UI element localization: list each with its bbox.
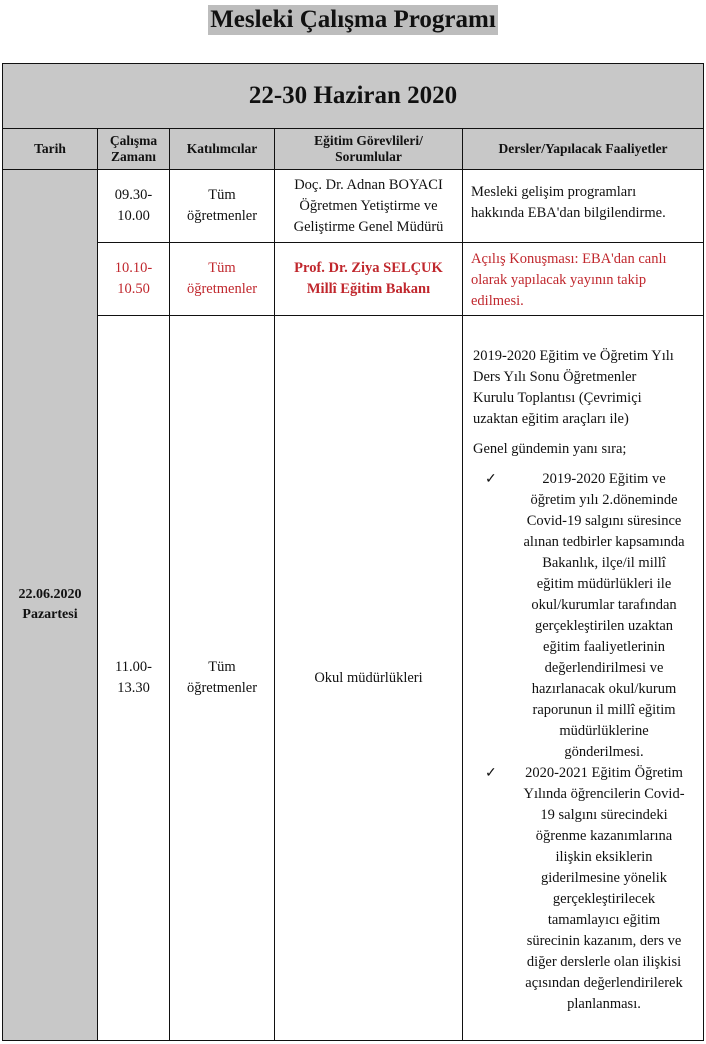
period-title: 22-30 Haziran 2020 [3, 64, 704, 129]
activity-line2: hakkında EBA'dan bilgilendirme. [471, 205, 666, 221]
document-title: Mesleki Çalışma Programı [210, 6, 496, 33]
header-row [3, 129, 704, 170]
item-line: 2019-2020 Eğitim ve [542, 471, 666, 487]
item-line: değerlendirilmesi ve [544, 660, 664, 676]
header-gorevliler [275, 129, 463, 170]
table-row [3, 170, 704, 243]
header-zaman-line2: Zamanı [110, 149, 156, 164]
officer-line1: Doç. Dr. Adnan BOYACI [294, 176, 443, 193]
header-gorevli-line2: Sorumlular [335, 149, 402, 164]
officer-line1: Prof. Dr. Ziya SELÇUK [294, 260, 443, 276]
item-line: giderilmesine yönelik [540, 870, 668, 886]
participants-line2: öğretmenler [186, 208, 258, 224]
item-line: raporunun il millî eğitim [532, 702, 676, 718]
date-cell [3, 170, 98, 1041]
item-line: öğrenme kazanımlarına [535, 828, 673, 844]
agenda-label: Genel gündemin yanı sıra; [473, 441, 627, 457]
list-item [473, 469, 693, 763]
item-line: hazırlanacak okul/kurum [531, 681, 677, 697]
participants-line1: Tüm [208, 187, 236, 203]
item-line: eğitim müdürlükleri ile [536, 576, 672, 592]
header-faaliyetler: Dersler/Yapılacak Faaliyetler [463, 129, 704, 170]
header-katilimcilar: Katılımcılar [170, 129, 275, 170]
checkmark-icon: ✓ [485, 766, 497, 781]
item-line: öğretim yılı 2.döneminde [530, 492, 678, 508]
table-row [3, 316, 704, 1041]
participants-cell [170, 243, 275, 316]
time-end: 10.50 [117, 281, 150, 297]
item-line: gönderilmesi. [564, 744, 644, 760]
activity-line2: olarak yapılacak yayının takip [471, 272, 647, 288]
time-cell [98, 316, 170, 1041]
time-cell [98, 170, 170, 243]
participants-line1: Tüm [208, 260, 236, 276]
officer-line2: Öğretmen Yetiştirme ve [299, 197, 438, 214]
participants-line2: öğretmenler [186, 281, 258, 297]
officer-line1: Okul müdürlükleri [314, 669, 423, 686]
item-line: tamamlayıcı eğitim [547, 912, 661, 928]
activity-line1: Açılış Konuşması: EBA'dan canlı [471, 251, 667, 267]
weekday-value: Pazartesi [22, 607, 78, 622]
officer-cell [275, 243, 463, 316]
item-line: müdürlüklerine [559, 723, 649, 739]
time-start: 11.00- [115, 659, 152, 675]
officer-line2: Millî Eğitim Bakanı [306, 281, 431, 297]
period-row [3, 64, 704, 129]
schedule-table [2, 63, 704, 1041]
header-zaman [98, 129, 170, 170]
officer-line3: Geliştirme Genel Müdürü [293, 218, 444, 235]
item-line: planlanması. [567, 996, 641, 1012]
item-line: Yılında öğrencilerin Covid- [523, 786, 685, 802]
intro-line: 2019-2020 Eğitim ve Öğretim Yılı [473, 348, 674, 364]
participants-cell [170, 316, 275, 1041]
agenda-list [473, 469, 693, 1015]
item-line: 2020-2021 Eğitim Öğretim [525, 765, 683, 781]
time-cell [98, 243, 170, 316]
item-line: ilişkin eksiklerin [555, 849, 653, 865]
participants-cell [170, 170, 275, 243]
item-line: eğitim faaliyetlerinin [543, 639, 666, 655]
item-line: gerçekleştirilecek [552, 891, 656, 907]
item-line: diğer derslerle olan ilişkisi [526, 954, 682, 970]
time-start: 09.30- [114, 187, 153, 203]
document-title-wrapper [0, 5, 706, 35]
date-value: 22.06.2020 [18, 587, 82, 602]
item-line: 19 salgını sürecindeki [540, 807, 668, 823]
item-line: açısından değerlendirilerek [525, 975, 683, 991]
checkmark-icon: ✓ [485, 472, 497, 487]
time-end: 10.00 [117, 208, 150, 224]
time-end: 13.30 [117, 680, 150, 696]
item-line: Covid-19 salgını süresince [526, 513, 682, 529]
list-item [473, 763, 693, 1015]
activity-cell [463, 316, 704, 1041]
activity-cell [463, 243, 704, 316]
header-zaman-line1: Çalışma [109, 133, 158, 148]
officer-cell [275, 170, 463, 243]
intro-paragraph [473, 346, 693, 430]
time-start: 10.10- [114, 260, 153, 276]
intro-line: uzaktan eğitim araçları ile) [473, 411, 629, 427]
item-line: gerçekleştirilen uzaktan [534, 618, 674, 634]
item-line: alınan tedbirler kapsamında [523, 534, 685, 550]
item-line: okul/kurumlar tarafından [531, 597, 677, 613]
activity-cell [463, 170, 704, 243]
table-row [3, 243, 704, 316]
intro-line: Ders Yılı Sonu Öğretmenler [473, 369, 637, 385]
header-tarih: Tarih [3, 129, 98, 170]
item-line: Bakanlık, ilçe/il millî [542, 555, 666, 571]
participants-line1: Tüm [208, 659, 236, 675]
item-line: sürecinin kazanım, ders ve [526, 933, 682, 949]
intro-line: Kurulu Toplantısı (Çevrimiçi [473, 390, 642, 406]
participants-line2: öğretmenler [186, 680, 258, 696]
activity-line3: edilmesi. [471, 293, 524, 309]
activity-line1: Mesleki gelişim programları [471, 184, 637, 200]
header-gorevli-line1: Eğitim Görevlileri/ [314, 133, 423, 148]
officer-cell [275, 316, 463, 1041]
